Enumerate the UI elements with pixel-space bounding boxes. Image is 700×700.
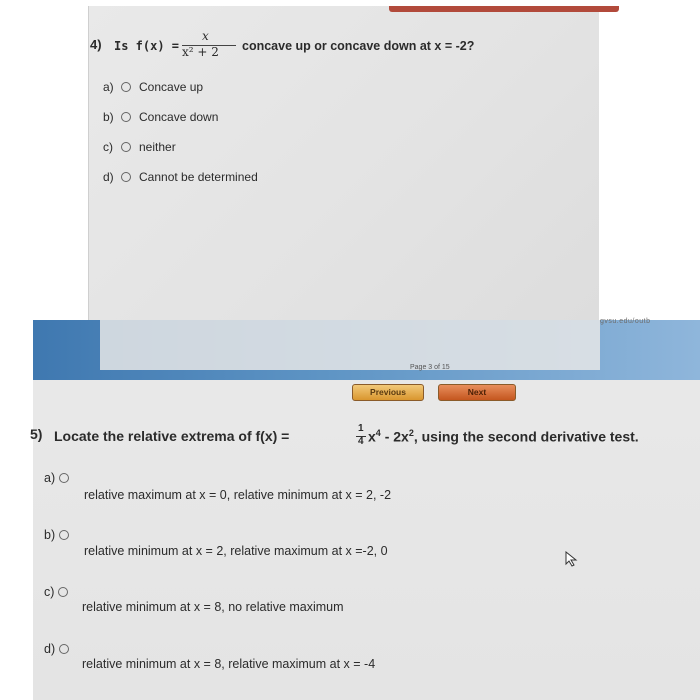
radio-button[interactable] [121, 172, 131, 182]
question-4-text [90, 31, 570, 65]
option-label: d) [103, 170, 114, 184]
page-indicator: Page 3 of 15 [410, 364, 450, 371]
previous-button[interactable]: Previous [352, 384, 424, 401]
radio-button[interactable] [59, 644, 69, 654]
question-number: 4) [90, 37, 102, 52]
question-suffix: concave up or concave down at x = -2? [242, 39, 475, 53]
q5-option-d-text: relative minimum at x = 8, relative maximum at x = -4 [82, 657, 376, 671]
question-tail: , using the second derivative test. [413, 428, 639, 445]
question-5-text [30, 424, 700, 454]
q5-option-b-text: relative minimum at x = 2, relative maximum at x =-2, 0 [84, 544, 388, 558]
q5-option-d-label[interactable] [44, 642, 77, 656]
coefficient-fraction [355, 424, 367, 454]
radio-button[interactable] [59, 530, 69, 540]
q4-option-b[interactable] [103, 110, 218, 124]
function-fraction [182, 31, 236, 61]
q4-option-a[interactable] [103, 80, 203, 94]
q5-option-c-label[interactable] [44, 585, 76, 599]
radio-button[interactable] [59, 473, 69, 483]
q5-option-a-text: relative maximum at x = 0, relative minimum at x = 2, -2 [84, 488, 392, 502]
option-text: neither [139, 140, 176, 154]
option-text: Concave down [139, 110, 219, 124]
option-label: c) [103, 140, 113, 154]
fraction-numerator: x [202, 29, 209, 43]
top-nav-strip [389, 6, 619, 12]
q4-option-d[interactable] [103, 170, 258, 184]
fraction-numerator: 1 [358, 423, 364, 434]
fraction-denominator: 4 [358, 436, 364, 447]
question-prefix: Locate the relative extrema of f(x) = [54, 428, 290, 444]
question-number: 5) [30, 426, 43, 442]
question-expression [368, 428, 639, 445]
radio-button[interactable] [121, 82, 131, 92]
option-label: a) [44, 471, 56, 485]
middle-term: - 2x [380, 428, 409, 445]
radio-button[interactable] [58, 587, 68, 597]
radio-button[interactable] [121, 142, 131, 152]
corner-url-text: gvsu.edu/outb [600, 318, 651, 325]
option-text: Concave up [139, 80, 204, 94]
option-text: Cannot be determined [139, 170, 258, 184]
exponent: 2 [408, 428, 414, 438]
exponent: 4 [375, 428, 381, 438]
option-label: b) [103, 110, 114, 124]
radio-button[interactable] [121, 112, 131, 122]
q5-option-b-label[interactable] [44, 528, 77, 542]
option-label: b) [44, 528, 56, 542]
mouse-cursor-icon [565, 551, 579, 567]
option-label: c) [44, 585, 55, 599]
option-label: d) [44, 642, 56, 656]
q5-option-c-text: relative minimum at x = 8, no relative maximum [82, 600, 344, 614]
fraction-denominator: x² + 2 [182, 45, 219, 59]
screen-glare [100, 320, 600, 370]
next-button[interactable]: Next [438, 384, 516, 401]
q4-option-c[interactable] [103, 140, 176, 154]
variable: x [368, 428, 376, 445]
option-label: a) [103, 80, 114, 94]
question-prefix: Is f(x) = [114, 39, 180, 53]
q5-option-a-label[interactable] [44, 471, 77, 485]
